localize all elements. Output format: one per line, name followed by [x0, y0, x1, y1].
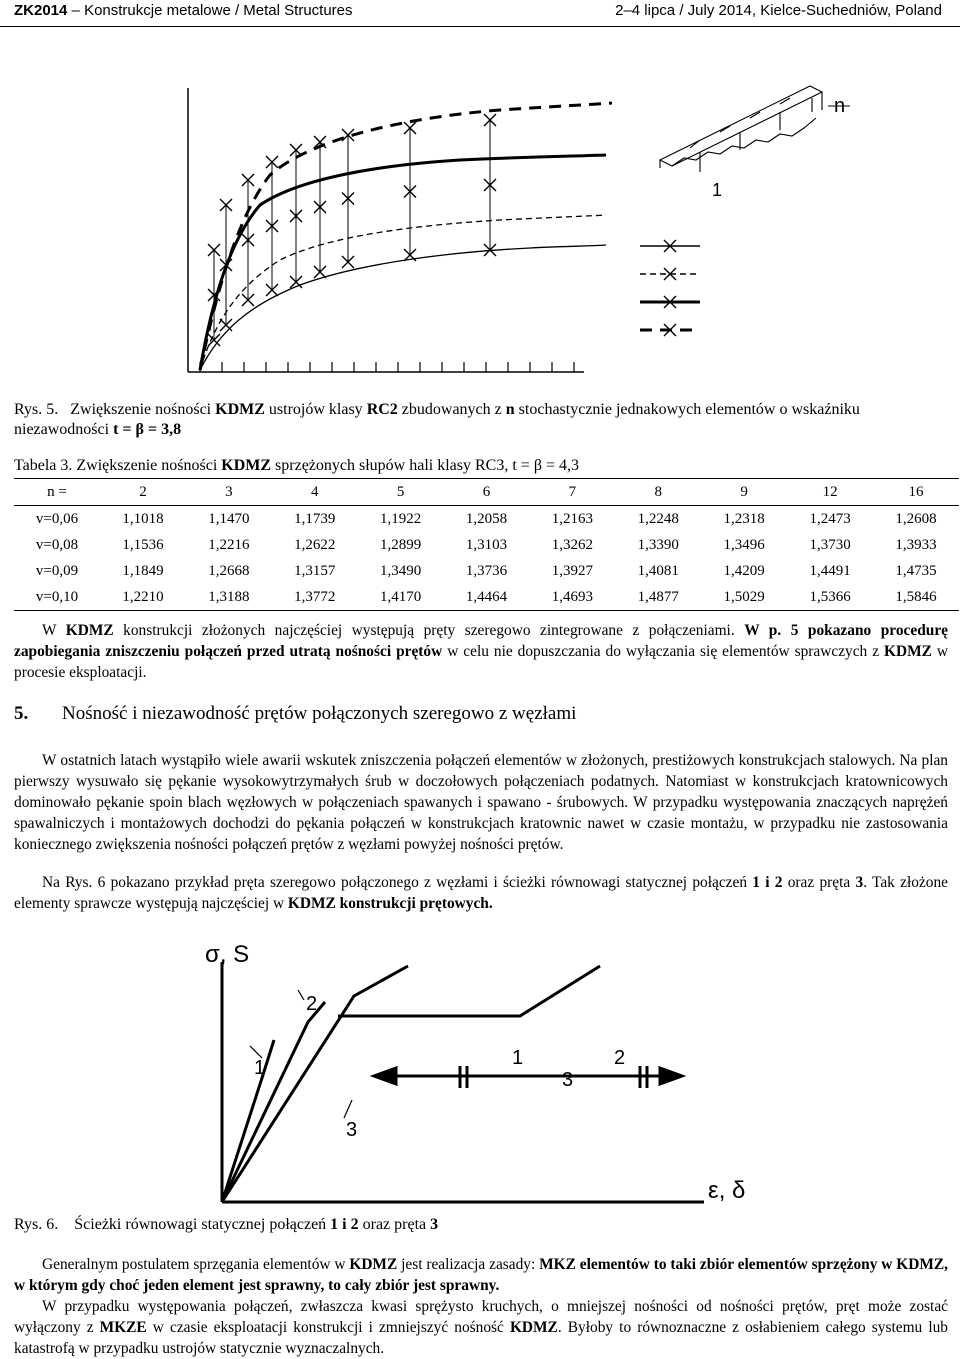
table-cell: 1,3490: [379, 562, 422, 579]
col-header: 16: [908, 483, 924, 500]
col-header: 4: [310, 483, 319, 500]
table-cell: 1,4209: [723, 562, 765, 579]
table-cell: 1,2248: [637, 510, 679, 527]
fig5-curve-lower-solid: [200, 245, 606, 370]
truss-icon: [660, 86, 850, 172]
fig6-x-label: ε, δ: [708, 1177, 746, 1204]
col-header: 8: [654, 483, 663, 500]
col-header: 12: [822, 483, 838, 500]
fig6-arrow-right: [660, 1068, 682, 1084]
col-header: 5: [396, 483, 405, 500]
fig5-curve-upper-solid: [200, 155, 606, 370]
fig6-curve-1-label: 1: [254, 1057, 266, 1079]
table-row: [14, 558, 959, 584]
col-header: 9: [740, 483, 748, 500]
table-row: [14, 584, 959, 611]
table-cell: 1,1849: [122, 562, 164, 579]
paragraph-1: W KDMZ konstrukcji złożonych najczęściej występują pręty szeregowo zintegrowane z połączeniami. W p. 5 pokazano procedurę zapobiegania zniszczeniu połączeń przed utratą nośności prętów w celu nie dopuszczania do wyłączania się elementów sprawczych z KDMZ w procesie eksploatacji.: [14, 622, 949, 681]
col-header: 6: [482, 483, 491, 500]
section-5-heading: [14, 703, 576, 725]
paragraph-2: W ostatnich latach wystąpiło wiele awarii wskutek zniszczenia połączeń elementów w złożonych, prestiżowych konstrukcjach stalowych. Na plan pierwszy wysuwało się pękanie wysokowytrzymałych śrub w doczołowych połączeniach podatnych. Natomiast w konstrukcjach kratownicowych dominowało pękanie spoin blach węzłowych w połączeniach spawanych i spawano - śrubowych. W przypadku występowania znaczących naprężeń spawalniczych i montażowych dochodzi do pękania połączeń w konstrukcjach kratownic nawet w czasie montażu, w przypadku nie zastosowania koniecznego zwiększenia nośności połączeń prętów z węzłami powyżej nośności prętów.: [14, 752, 948, 853]
table-3-caption: Tabela 3. Zwiększenie nośności KDMZ sprzężonych słupów hali klasy RC3, t = β = 4,3: [14, 457, 579, 474]
table-cell: 1,1470: [208, 510, 250, 527]
table-cell: 1,4170: [379, 588, 422, 605]
table-cell: 1,4877: [637, 588, 679, 605]
fig6-curve-2-label: 2: [306, 993, 318, 1015]
table-3: [14, 478, 959, 611]
table-header-row: [14, 479, 959, 506]
table-cell: 1,1739: [294, 510, 336, 527]
col-header: 3: [225, 483, 233, 500]
fig6-horizontal-curve: [338, 966, 600, 1016]
row-label: v=0,09: [35, 562, 79, 579]
table-cell: 1,4693: [551, 588, 594, 605]
header-date-place: 2–4 lipca / July 2014, Kielce-Suchedniów, Poland: [615, 2, 942, 19]
col-header: 2: [139, 483, 147, 500]
table-cell: 1,3736: [465, 562, 508, 579]
fig6-bar-label-3: 3: [562, 1069, 574, 1091]
header-title: Konstrukcje metalowe / Metal Structures: [84, 2, 353, 19]
table-body: [14, 506, 959, 611]
figure-6-caption: Rys. 6. Ścieżki równowagi statycznej połączeń 1 i 2 oraz pręta 3: [14, 1216, 439, 1233]
table-cell: 1,3730: [809, 536, 851, 553]
table-corner: n =: [47, 483, 67, 500]
fig5-caption-num: Rys. 5.: [14, 401, 59, 418]
journal-name: ZK2014: [14, 2, 68, 19]
table-cell: 1,3188: [208, 588, 250, 605]
table-cell: 1,3933: [895, 536, 937, 553]
fig5-legend: [640, 240, 700, 336]
table-cell: 1,5366: [809, 588, 851, 605]
table-cell: 1,2668: [208, 562, 250, 579]
section-title: Nośność i niezawodność prętów połączonych szeregowo z węzłami: [62, 703, 577, 724]
table-cell: 1,3103: [465, 536, 508, 553]
paragraph-4: Generalnym postulatem sprzęgania elementów w KDMZ jest realizacja zasady: MKZ elementów to taki zbiór elementów sprzężony w KDMZ, w którym gdy choć jeden element jest sprawny, to cały zbiór jest sprawny.: [14, 1256, 948, 1294]
table-cell: 1,4735: [895, 562, 937, 579]
figure-5-caption: Rys. 5. Zwiększenie nośności KDMZ ustrojów klasy RC2 zbudowanych z n stochastycznie jednakowych elementów o wskaźniku niezawodności t = β = 3,8: [14, 401, 860, 438]
table-cell: 1,1536: [122, 536, 164, 553]
fig6-y-label: σ, S: [205, 941, 250, 968]
fig5-label-n: n: [834, 95, 846, 117]
fig6-curve-3-label: 3: [346, 1119, 358, 1141]
row-label: v=0,10: [35, 588, 79, 605]
table-cell: 1,3496: [723, 536, 765, 553]
table-cell: 1,2163: [551, 510, 594, 527]
fig6-curve-1: [222, 1040, 274, 1202]
table-cell: 1,5846: [895, 588, 937, 605]
fig5-x-ticks: [200, 362, 574, 372]
table-cell: 1,1922: [379, 510, 422, 527]
table-cell: 1,5029: [723, 588, 765, 605]
table-cell: 1,2216: [208, 536, 250, 553]
table-row: [14, 532, 959, 558]
table-cell: 1,3772: [294, 588, 336, 605]
table-row: [14, 506, 959, 533]
fig6-bar-label-1: 1: [512, 1047, 524, 1069]
fig5-curve-lower-dashed: [200, 215, 606, 370]
fig5-label-1: 1: [712, 180, 723, 200]
table-cell: 1,2622: [294, 536, 336, 553]
table-cell: 1,2899: [379, 536, 422, 553]
col-header: 7: [568, 483, 577, 500]
table-cell: 1,1018: [122, 510, 164, 527]
table-cell: 1,4464: [465, 588, 508, 605]
table-cell: 1,2058: [465, 510, 508, 527]
row-label: v=0,08: [35, 536, 79, 553]
table-cell: 1,2210: [122, 588, 164, 605]
row-label: v=0,06: [35, 510, 79, 527]
table-cell: 1,2318: [723, 510, 765, 527]
table-cell: 1,3390: [637, 536, 679, 553]
table-cell: 1,2473: [809, 510, 851, 527]
figure-5-chart: [0, 0, 960, 380]
fig6-bar-label-2: 2: [614, 1047, 626, 1069]
header-dash: –: [71, 2, 80, 19]
fig6-curve-2: [222, 1002, 325, 1202]
table-cell: 1,3927: [551, 562, 594, 579]
table-cell: 1,3157: [294, 562, 336, 579]
fig6-caption-num: Rys. 6.: [14, 1216, 59, 1233]
table-cell: 1,3262: [551, 536, 594, 553]
fig6-arrow-left: [374, 1068, 396, 1084]
figure-6-diagram: [0, 940, 960, 1210]
paragraph-5: W przypadku występowania połączeń, zwłaszcza kwasi sprężysto kruchych, o mniejszej nośności od nośności prętów, pręt może zostać wyłączony z MKZE w czasie eksploatacji konstrukcji i zmniejszyć nośność KDMZ. Byłoby to równoznaczne z osłabieniem całego systemu lub katastrofą w przypadku ustrojów statycznie wyznaczalnych.: [14, 1298, 948, 1357]
table-cell: 1,4081: [637, 562, 679, 579]
table-cell: 1,4491: [809, 562, 851, 579]
section-number: 5.: [14, 703, 29, 724]
table-cell: 1,2608: [895, 510, 937, 527]
paragraph-3: Na Rys. 6 pokazano przykład pręta szeregowo połączonego z węzłami i ścieżki równowagi statycznej połączeń 1 i 2 oraz pręta 3. Tak złożone elementy sprawcze występują najczęściej w KDMZ konstrukcji prętowych.: [14, 874, 948, 912]
fig5-curve-upper-dashed: [200, 103, 612, 370]
